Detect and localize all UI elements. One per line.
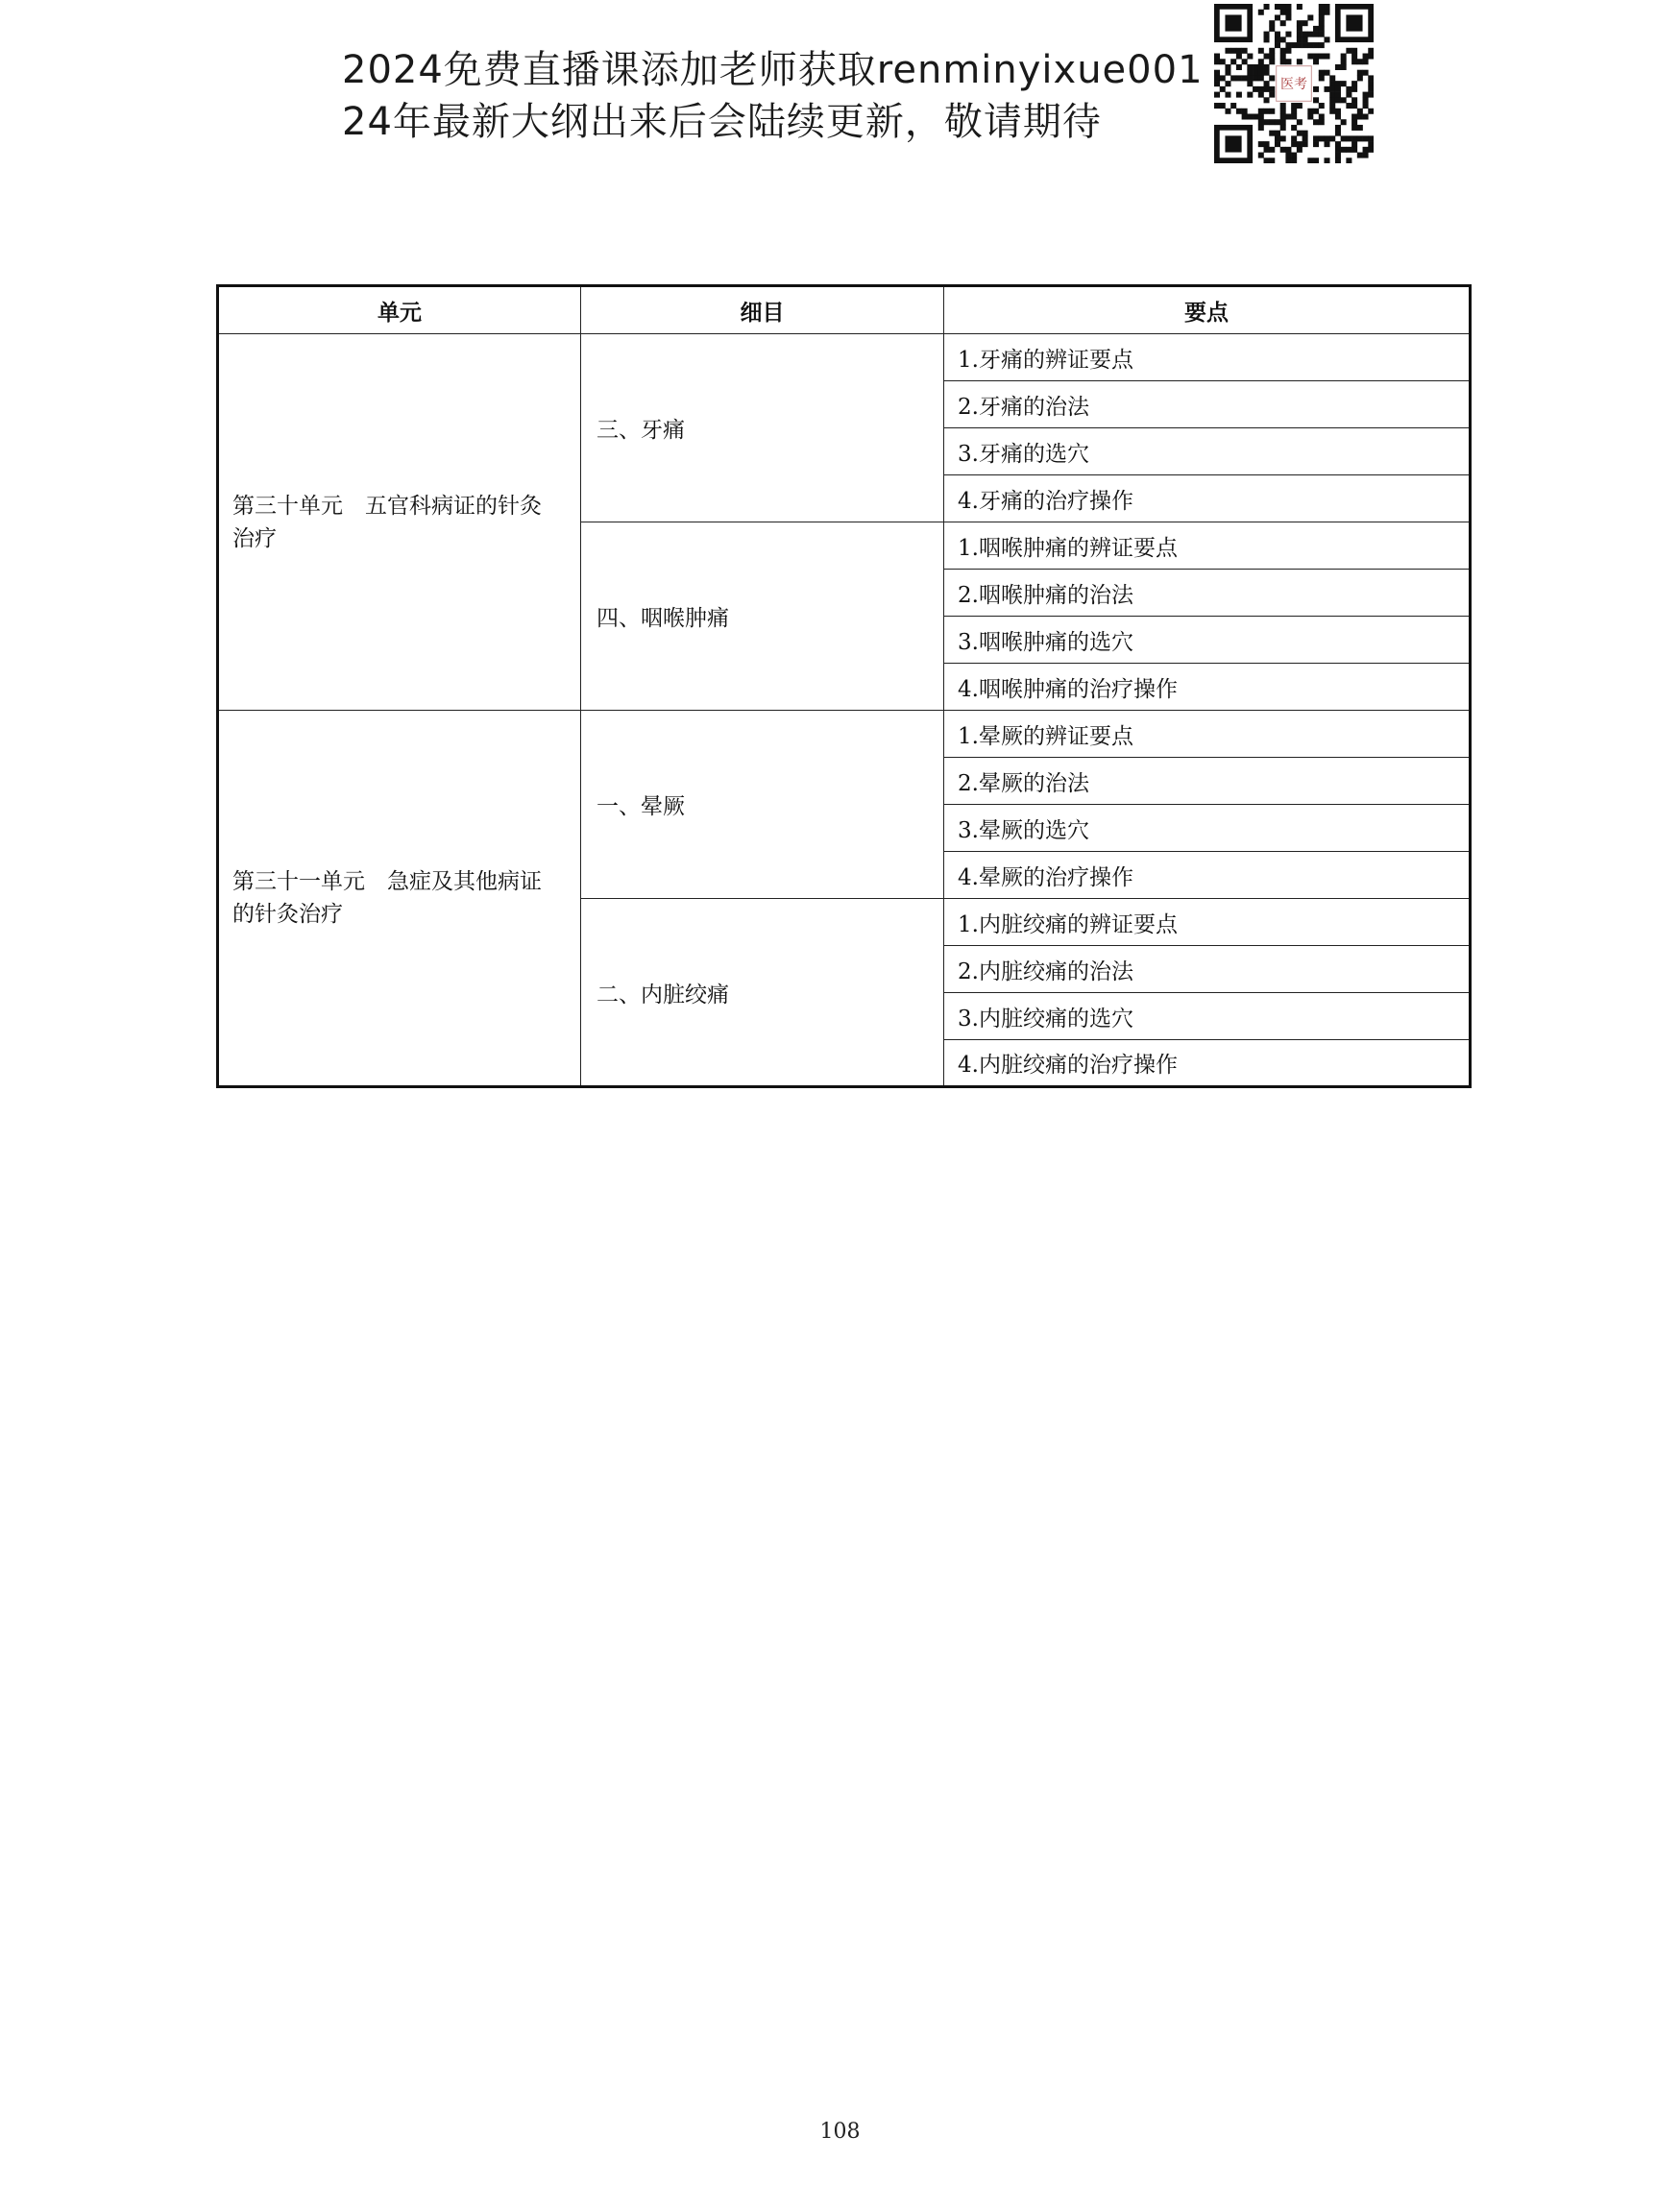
point-cell: 1.内脏绞痛的辨证要点 <box>944 899 1471 946</box>
point-cell: 1.晕厥的辨证要点 <box>944 711 1471 758</box>
point-cell: 2.晕厥的治法 <box>944 758 1471 805</box>
item-cell: 四、咽喉肿痛 <box>581 522 944 711</box>
point-cell: 3.晕厥的选穴 <box>944 805 1471 852</box>
point-cell: 1.牙痛的辨证要点 <box>944 334 1471 381</box>
point-cell: 4.内脏绞痛的治疗操作 <box>944 1040 1471 1087</box>
point-cell: 3.咽喉肿痛的选穴 <box>944 617 1471 664</box>
unit-cell: 第三十一单元 急症及其他病证的针灸治疗 <box>218 711 581 1087</box>
item-cell: 三、牙痛 <box>581 334 944 522</box>
item-cell: 一、晕厥 <box>581 711 944 899</box>
point-cell: 4.咽喉肿痛的治疗操作 <box>944 664 1471 711</box>
table-row <box>218 334 1471 381</box>
promo-line-1: 2024免费直播课添加老师获取renminyixue001 <box>342 48 1204 92</box>
header-point: 要点 <box>944 286 1471 334</box>
qr-code-graphic <box>1214 4 1374 163</box>
point-cell: 2.牙痛的治法 <box>944 381 1471 428</box>
point-cell: 3.牙痛的选穴 <box>944 428 1471 475</box>
syllabus-table <box>216 284 1472 1088</box>
point-cell: 3.内脏绞痛的选穴 <box>944 993 1471 1040</box>
header-unit: 单元 <box>218 286 581 334</box>
header-item: 细目 <box>581 286 944 334</box>
unit-cell: 第三十单元 五官科病证的针灸治疗 <box>218 334 581 711</box>
qr-logo-text: 医考 <box>1280 77 1307 92</box>
point-cell: 2.内脏绞痛的治法 <box>944 946 1471 993</box>
promo-line-2: 24年最新大纲出来后会陆续更新，敬请期待 <box>342 100 1102 144</box>
item-cell: 二、内脏绞痛 <box>581 899 944 1087</box>
qr-code <box>1214 4 1374 163</box>
point-cell: 4.晕厥的治疗操作 <box>944 852 1471 899</box>
point-cell: 2.咽喉肿痛的治法 <box>944 570 1471 617</box>
page-number: 108 <box>819 2120 861 2144</box>
promo-header <box>342 44 1206 148</box>
table-header-row <box>218 286 1471 334</box>
table-row <box>218 711 1471 758</box>
point-cell: 4.牙痛的治疗操作 <box>944 475 1471 522</box>
point-cell: 1.咽喉肿痛的辨证要点 <box>944 522 1471 570</box>
